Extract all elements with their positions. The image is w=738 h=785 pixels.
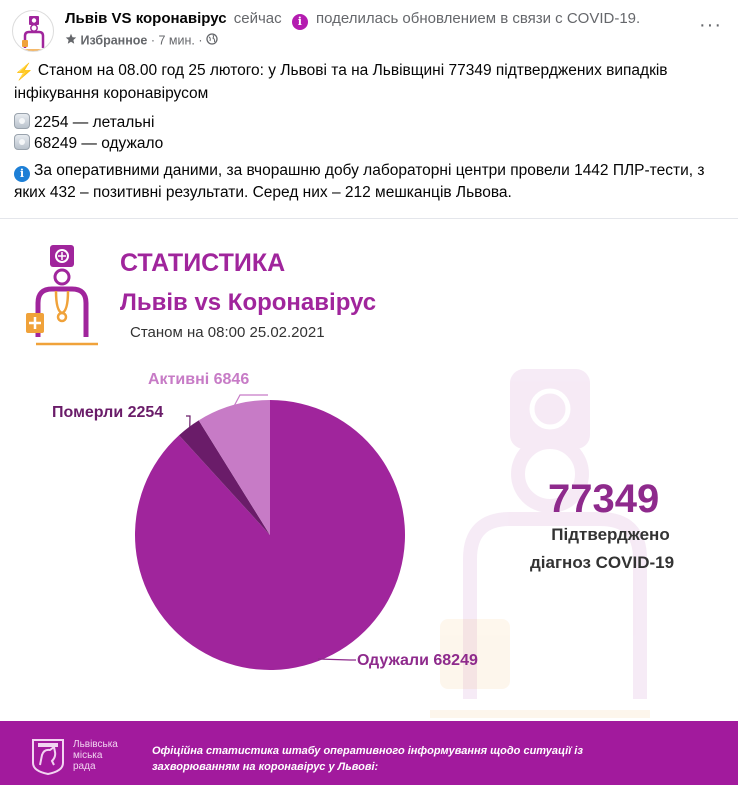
- city-line: Львівська: [73, 739, 118, 750]
- confirmed-label-line1: Підтверджено: [551, 525, 670, 544]
- white-square-button-icon: [14, 134, 30, 150]
- post-paragraph-tests: [14, 160, 714, 203]
- time-ago-link[interactable]: · 7 мин. ·: [150, 33, 203, 48]
- star-icon: [65, 34, 80, 48]
- time-word: сейчас: [233, 10, 282, 27]
- recovered-text: 68249 — одужало: [34, 135, 164, 152]
- leader-line-deaths: [186, 416, 190, 429]
- city-council-name: [73, 739, 133, 772]
- leader-line-recovered: [318, 659, 356, 660]
- post-header: [10, 6, 730, 54]
- post-body: [14, 60, 714, 211]
- favorites-label[interactable]: Избранное: [80, 33, 148, 48]
- infographic-title: СТАТИСТИКА: [120, 249, 286, 277]
- header-title-line: [65, 10, 640, 30]
- pie-chart: [0, 219, 738, 719]
- post-paragraph-summary: [14, 60, 714, 104]
- action-text: поделилась обновлением в связи с COVID-19.: [315, 10, 641, 27]
- footer-text: Офіційна статистика штабу оперативного інформування щодо ситуації із захворюванням на коронавірус у Львові:: [152, 745, 583, 773]
- infographic-subtitle: Львів vs Коронавірус: [120, 289, 377, 316]
- city-line: рада: [73, 761, 96, 772]
- infographic-date: Станом на 08:00 25.02.2021: [130, 324, 325, 341]
- white-square-button-icon: [14, 113, 30, 129]
- page-name-link[interactable]: Львів VS коронавірус: [65, 10, 227, 27]
- lightning-emoji-icon: ⚡: [14, 64, 34, 81]
- slice-label-recovered: Одужали 68249: [357, 652, 478, 669]
- lviv-city-council-logo-icon: [30, 737, 66, 775]
- information-icon: i: [14, 166, 30, 182]
- deaths-text: 2254 — летальні: [34, 114, 155, 131]
- total-confirmed-number: 77349: [548, 477, 660, 521]
- tests-text: За оперативними даними, за вчорашню добу лабораторні центри провели 1442 ПЛР-тести, з яких 432 – позитивні результати. Серед них – 212 мешканців Львова.: [14, 162, 705, 201]
- globe-icon[interactable]: [206, 34, 218, 48]
- page-avatar[interactable]: [12, 10, 54, 52]
- confirmed-label-line2: діагноз COVID-19: [530, 553, 675, 572]
- post-paragraph-stats: [14, 112, 714, 154]
- slice-label-active: Активні 6846: [148, 371, 250, 388]
- post-image[interactable]: [0, 219, 738, 785]
- post-meta: [65, 33, 218, 48]
- slice-label-deaths: Померли 2254: [52, 404, 164, 421]
- covid-info-icon[interactable]: i: [292, 14, 308, 30]
- infographic-footer: [0, 721, 738, 785]
- doctor-logo-icon: [13, 11, 54, 52]
- summary-text: Станом на 08.00 год 25 лютого: у Львові та на Львівщині 77349 підтверджених випадків інфікування коронавірусом: [14, 62, 668, 102]
- city-line: міська: [73, 750, 103, 761]
- more-options-button[interactable]: ···: [699, 14, 722, 36]
